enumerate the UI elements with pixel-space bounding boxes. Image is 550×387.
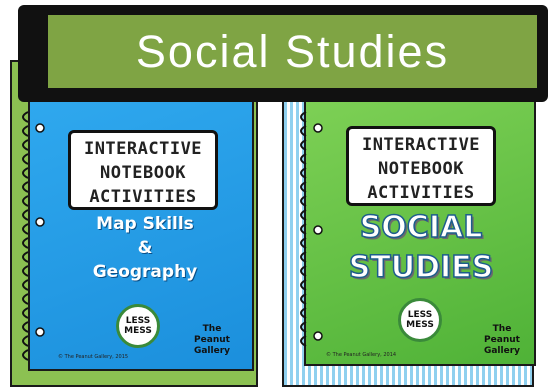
cover-subject <box>60 212 230 284</box>
cover-title-line-3: ACTIVITIES <box>89 187 197 207</box>
less-mess-badge <box>116 304 160 348</box>
cover-title-box <box>68 130 218 210</box>
badge-line-2: MESS <box>406 320 434 330</box>
publisher-line-1: The <box>202 324 222 334</box>
cover-title-line-1: INTERACTIVE <box>361 135 481 155</box>
publisher-line-3: Gallery <box>193 346 231 356</box>
publisher-line-2: Peanut <box>194 335 230 345</box>
publisher-label <box>480 324 524 357</box>
copyright-text: © The Peanut Gallery, 2015 <box>58 354 129 360</box>
cover-subject-line-2: STUDIES <box>348 250 494 285</box>
badge-line-1: LESS <box>125 316 151 326</box>
cover-title-line-3: ACTIVITIES <box>367 183 475 203</box>
cover-subject-line-2: & <box>137 238 153 258</box>
title-banner <box>18 5 548 102</box>
cover-subject-line-1: Map Skills <box>96 214 194 234</box>
badge-line-1: LESS <box>407 310 433 320</box>
publisher-line-3: Gallery <box>483 346 521 356</box>
badge-line-2: MESS <box>124 326 152 336</box>
copyright-text: © The Peanut Gallery, 2014 <box>326 352 397 358</box>
cover-subject <box>326 208 516 288</box>
banner-title: Social Studies <box>135 25 450 77</box>
title-banner-panel <box>48 15 537 88</box>
cover-subject-line-1: SOCIAL <box>359 210 483 245</box>
cover-title-box <box>346 126 496 206</box>
less-mess-badge <box>398 298 442 342</box>
publisher-label <box>190 324 234 357</box>
cover-title-line-1: INTERACTIVE <box>83 139 203 159</box>
cover-title-line-2: NOTEBOOK <box>378 159 464 179</box>
cover-subject-line-3: Geography <box>92 262 198 282</box>
cover-title-line-2: NOTEBOOK <box>100 163 186 183</box>
publisher-line-2: Peanut <box>484 335 520 345</box>
front-cover <box>28 100 254 371</box>
spiral-binding <box>18 100 52 367</box>
publisher-line-1: The <box>492 324 512 334</box>
front-cover <box>304 100 536 366</box>
spiral-binding <box>296 100 330 362</box>
